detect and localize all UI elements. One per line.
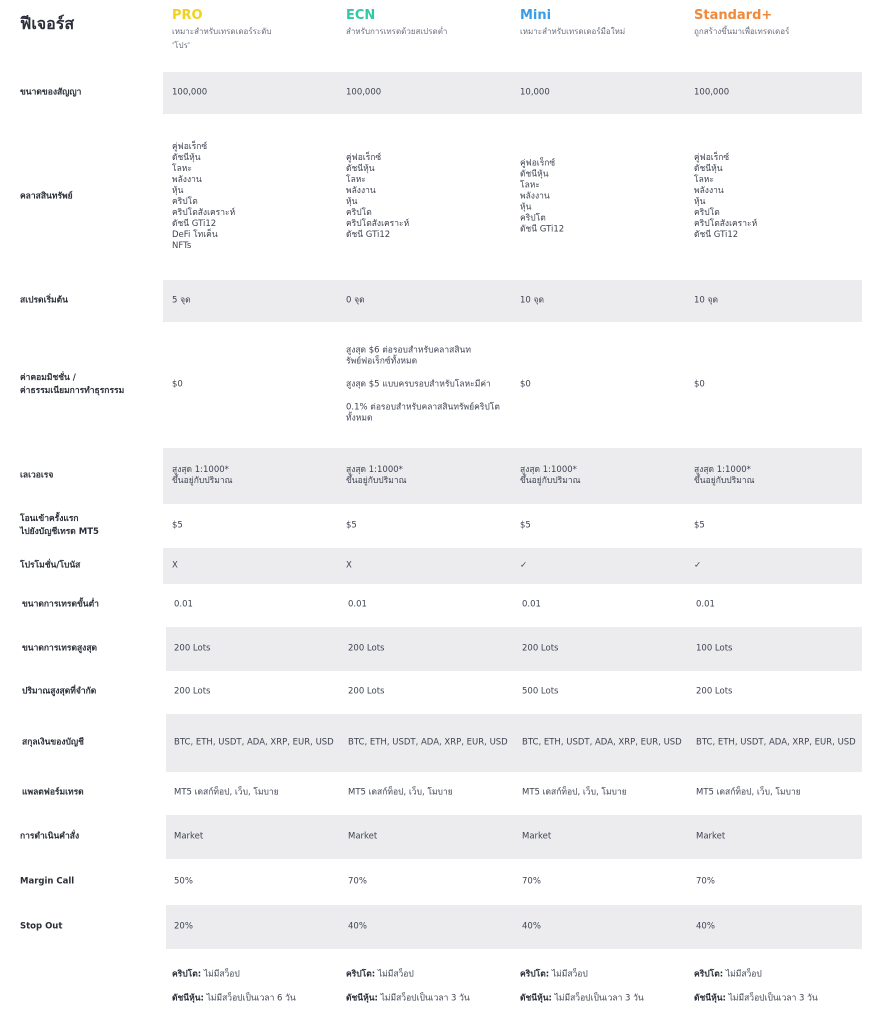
table-row (0, 448, 875, 504)
table-row (0, 772, 875, 814)
row-label-line: Stop Out (20, 921, 63, 932)
value-cell (696, 877, 858, 888)
row-label-line: Margin Call (20, 876, 75, 887)
cell-key: คริปโต: (694, 969, 724, 980)
value-cell (520, 88, 682, 99)
value-cell (172, 521, 334, 532)
value-cell (172, 380, 334, 391)
cell-line: ขึ้นอยู่กับปริมาณ (346, 476, 407, 486)
cell-line: ขึ้นอยู่กับปริมาณ (172, 476, 233, 486)
value-cell (522, 832, 684, 843)
cell-line: MT5 เดสก์ท็อป, เว็บ, โมบาย (174, 787, 279, 798)
account-description (346, 25, 516, 39)
cell-line: คริปโต: ไม่มีสว็อป (172, 969, 240, 980)
value-cell (172, 465, 334, 487)
cell-key: คริปโต: (172, 969, 202, 980)
cell-line: Market (696, 831, 726, 842)
cell-line: ดัชนีหุ้น (694, 164, 723, 174)
description-line: ถูกสร้างขึ้นมาเพื่อเทรดเดอร์ (694, 27, 790, 36)
cell-line: คู่ฟอเร็กซ์ (346, 153, 382, 163)
cell-line: MT5 เดสก์ท็อป, เว็บ, โมบาย (522, 787, 627, 798)
table-row (0, 714, 875, 772)
row-label (20, 921, 62, 934)
cell-line: คริปโต: ไม่มีสว็อป (520, 969, 588, 980)
table-row (0, 584, 875, 626)
table-row (0, 504, 875, 548)
cell-line: หุ้น (346, 197, 358, 207)
value-cell (348, 832, 510, 843)
value-cell (522, 788, 684, 799)
cell-key: คริปโต: (520, 969, 550, 980)
cell-line: 5 จุด (172, 295, 191, 306)
value-cell (348, 877, 510, 888)
value-cell (348, 600, 510, 611)
value-cell (520, 561, 682, 572)
cell-line: NFTs (172, 241, 192, 251)
row-label-line: ค่าคอมมิชชั่น / (20, 373, 76, 383)
table-row (0, 627, 875, 671)
cell-line: คริปโต (172, 197, 198, 207)
value-cell (522, 877, 684, 888)
row-label-line: สเปรดเริ่มต้น (20, 295, 68, 306)
value-cell (694, 970, 856, 1005)
value-cell (522, 922, 684, 933)
value-cell (346, 153, 508, 241)
account-header-mini (520, 8, 690, 39)
account-description (172, 25, 342, 53)
value-cell (522, 644, 684, 655)
value-cell (348, 738, 510, 749)
value-cell (520, 465, 682, 487)
cell-line: 0 จุด (346, 295, 365, 306)
value-cell (696, 922, 858, 933)
cell-line: 100,000 (172, 87, 208, 98)
cell-line: ดัชนีหุ้น (346, 164, 375, 174)
value-cell (346, 561, 508, 572)
cell-line: 100 Lots (696, 643, 733, 654)
description-line: สำหรับการเทรดด้วยสเปรดต่ำ (346, 27, 448, 36)
account-header-standard-plus (694, 8, 864, 39)
cell-key: ดัชนีหุ้น: (346, 993, 378, 1004)
cell-line: พลังงาน (346, 186, 376, 196)
cell-line: 70% (522, 876, 541, 887)
table-row (0, 671, 875, 713)
cell-line: พลังงาน (694, 186, 724, 196)
cell-line: $5 (694, 520, 705, 531)
cell-line: 70% (348, 876, 367, 887)
value-cell (694, 465, 856, 487)
cell-key: ดัชนีหุ้น: (694, 993, 726, 1004)
cell-line: ดัชนี GTi12 (346, 230, 391, 240)
cell-line: พลังงาน (172, 175, 202, 185)
cell-line: โลหะ (694, 175, 714, 185)
value-cell (520, 380, 682, 391)
account-name: PRO (172, 8, 203, 23)
cell-line: 50% (174, 876, 193, 887)
value-cell (174, 877, 336, 888)
row-label (22, 737, 84, 750)
account-name: Standard+ (694, 8, 773, 23)
value-cell (346, 465, 508, 487)
cell-key: ดัชนีหุ้น: (172, 993, 204, 1004)
cell-line: ดัชนีหุ้น: ไม่มีสว็อปเป็นเวลา 3 วัน (520, 993, 644, 1004)
row-label-line: ขนาดการเทรดขั้นต่ำ (22, 599, 99, 610)
cell-line: ✓ (520, 560, 528, 571)
cell-line: BTC, ETH, USDT, ADA, XRP, EUR, USD (522, 737, 682, 748)
row-label (20, 470, 53, 483)
cell-line: 200 Lots (174, 686, 211, 697)
value-cell (174, 687, 336, 698)
account-name: ECN (346, 8, 376, 23)
row-label-line: ค่าธรรมเนียมการทำธุรกรรม (20, 386, 125, 396)
account-description (520, 25, 690, 39)
cell-line: 200 Lots (522, 643, 559, 654)
table-row (0, 548, 875, 584)
table-row (0, 950, 875, 1024)
cell-line: ขึ้นอยู่กับปริมาณ (694, 476, 755, 486)
value-cell (174, 922, 336, 933)
value-cell (346, 88, 508, 99)
value-cell (696, 600, 858, 611)
cell-line: คริปโต: ไม่มีสว็อป (346, 969, 414, 980)
value-cell (172, 142, 334, 252)
cell-line: สูงสุด 1:1000* (694, 465, 751, 475)
row-label-line: แพลตฟอร์มเทรด (22, 787, 84, 798)
cell-line: คริปโต: ไม่มีสว็อป (694, 969, 762, 980)
cell-line: MT5 เดสก์ท็อป, เว็บ, โมบาย (348, 787, 453, 798)
cell-line: 0.01 (696, 599, 715, 610)
row-label (22, 686, 96, 699)
cell-line: สูงสุด $5 แบบครบรอบสำหรับโลหะมีค่า (346, 379, 491, 390)
table-row (0, 72, 875, 114)
row-label-line: ขนาดของสัญญา (20, 87, 82, 98)
cell-line: 0.01 (348, 599, 367, 610)
cell-key: คริปโต: (346, 969, 376, 980)
value-cell (174, 644, 336, 655)
cell-line: X (172, 560, 178, 571)
cell-line: 70% (696, 876, 715, 887)
cell-line: $0 (172, 379, 183, 390)
value-cell (346, 970, 508, 1005)
table-row (0, 322, 875, 448)
row-label (20, 295, 68, 308)
cell-line: 0.1% ต่อรอบสำหรับคลาสสินทรัพย์คริปโตทั้งหมด (346, 402, 500, 424)
description-line: เหมาะสำหรับเทรดเดอร์ระดับ (172, 27, 272, 36)
value-cell (694, 153, 856, 241)
cell-line: $5 (520, 520, 531, 531)
cell-line: 40% (348, 921, 367, 932)
table-row (0, 116, 875, 278)
account-name: Mini (520, 8, 552, 23)
cell-line: คู่ฟอเร็กซ์ (520, 158, 556, 169)
cell-line: หุ้น (172, 186, 184, 196)
row-label-line: การดำเนินคำสั่ง (20, 831, 80, 842)
cell-line: X (346, 560, 352, 571)
cell-line: ดัชนีหุ้น (172, 153, 201, 163)
cell-line: คริปโตสังเคราะห์ (346, 219, 410, 229)
cell-line: Market (348, 831, 378, 842)
cell-line: คริปโต (346, 208, 372, 218)
cell-line: Market (522, 831, 552, 842)
value-cell (348, 687, 510, 698)
cell-line: 200 Lots (696, 686, 733, 697)
value-cell (694, 561, 856, 572)
value-cell (346, 346, 508, 425)
row-label (20, 372, 124, 398)
value-cell (348, 922, 510, 933)
cell-line: โลหะ (520, 180, 540, 191)
cell-line: สูงสุด 1:1000* (346, 465, 403, 475)
cell-line: 10 จุด (694, 295, 719, 306)
table-row (0, 280, 875, 322)
cell-line: คริปโตสังเคราะห์ (172, 208, 236, 218)
cell-line: ดัชนีหุ้น: ไม่มีสว็อปเป็นเวลา 6 วัน (172, 993, 296, 1004)
cell-line: คริปโต (520, 213, 546, 224)
value-cell (696, 644, 858, 655)
cell-line: 10,000 (520, 87, 550, 98)
cell-line: สูงสุด $6 ต่อรอบสำหรับคลาสสินทรัพย์ฟอเร็กซ์ทั้งหมด (346, 345, 471, 367)
cell-line: ดัชนีหุ้น (520, 169, 549, 180)
table-row (0, 905, 875, 949)
table-row (0, 815, 875, 859)
row-label (20, 876, 74, 889)
cell-line: ดัชนี GTi12 (520, 224, 565, 235)
description-line: เหมาะสำหรับเทรดเดอร์มือใหม่ (520, 27, 626, 36)
value-cell (346, 296, 508, 307)
value-cell (174, 832, 336, 843)
cell-line: สูงสุด 1:1000* (172, 465, 229, 475)
cell-line: DeFi โทเค็น (172, 230, 218, 240)
cell-line: ดัชนีหุ้น: ไม่มีสว็อปเป็นเวลา 3 วัน (346, 993, 470, 1004)
value-cell (520, 296, 682, 307)
cell-line: BTC, ETH, USDT, ADA, XRP, EUR, USD (174, 737, 334, 748)
value-cell (174, 600, 336, 611)
value-cell (348, 644, 510, 655)
row-label-line: เลเวอเรจ (20, 470, 54, 481)
value-cell (696, 738, 858, 749)
value-cell (694, 88, 856, 99)
cell-line: ดัชนีหุ้น: ไม่มีสว็อปเป็นเวลา 3 วัน (694, 993, 818, 1004)
cell-line: $0 (520, 379, 531, 390)
row-label (20, 513, 99, 539)
cell-line: 100,000 (694, 87, 730, 98)
account-header-pro (172, 8, 342, 53)
value-cell (174, 738, 336, 749)
cell-line: ดัชนี GTi12 (172, 219, 217, 229)
cell-line: พลังงาน (520, 191, 550, 202)
value-cell (520, 521, 682, 532)
cell-line: 0.01 (522, 599, 541, 610)
cell-line: Market (174, 831, 204, 842)
value-cell (172, 88, 334, 99)
cell-line: หุ้น (520, 202, 532, 213)
row-label-line: ขนาดการเทรดสูงสุด (22, 643, 98, 654)
cell-line: 40% (522, 921, 541, 932)
row-label-line: ไปยังบัญชีเทรด MT5 (20, 527, 99, 537)
cell-line: 100,000 (346, 87, 382, 98)
value-cell (696, 687, 858, 698)
value-cell (522, 600, 684, 611)
cell-line: คริปโต (694, 208, 720, 218)
value-cell (346, 521, 508, 532)
row-label (20, 560, 80, 573)
table-row (0, 859, 875, 905)
value-cell (696, 788, 858, 799)
value-cell (172, 970, 334, 1005)
row-label (20, 191, 73, 204)
cell-line: 500 Lots (522, 686, 559, 697)
value-cell (522, 738, 684, 749)
cell-line: คู่ฟอเร็กซ์ (694, 153, 730, 163)
cell-line: 200 Lots (348, 643, 385, 654)
row-label (22, 599, 99, 612)
cell-line: $5 (172, 520, 183, 531)
row-label-line: โอนเข้าครั้งแรก (20, 514, 79, 524)
value-cell (520, 159, 682, 236)
cell-line: โลหะ (172, 164, 192, 174)
cell-line: 40% (696, 921, 715, 932)
cell-line: ขึ้นอยู่กับปริมาณ (520, 476, 581, 486)
row-label-line: โปรโมชั่น/โบนัส (20, 560, 81, 571)
cell-line: สูงสุด 1:1000* (520, 465, 577, 475)
value-cell (694, 380, 856, 391)
cell-line: $0 (694, 379, 705, 390)
page-title: ฟีเจอร์ส (20, 14, 75, 33)
row-label (20, 831, 79, 844)
row-label-line: ปริมาณสูงสุดที่จำกัด (22, 686, 97, 697)
row-label-line: คลาสสินทรัพย์ (20, 191, 73, 202)
cell-line: โลหะ (346, 175, 366, 185)
cell-line: BTC, ETH, USDT, ADA, XRP, EUR, USD (348, 737, 508, 748)
cell-line: คู่ฟอเร็กซ์ (172, 142, 208, 152)
account-header-ecn (346, 8, 516, 39)
cell-line: หุ้น (694, 197, 706, 207)
cell-line: ดัชนี GTi12 (694, 230, 739, 240)
value-cell (522, 687, 684, 698)
cell-line: MT5 เดสก์ท็อป, เว็บ, โมบาย (696, 787, 801, 798)
row-label (20, 87, 81, 100)
cell-line: 0.01 (174, 599, 193, 610)
description-line: 'โปร' (172, 41, 191, 50)
cell-line: BTC, ETH, USDT, ADA, XRP, EUR, USD (696, 737, 856, 748)
value-cell (174, 788, 336, 799)
row-label (22, 787, 84, 800)
cell-line: 200 Lots (348, 686, 385, 697)
cell-line: $5 (346, 520, 357, 531)
value-cell (348, 788, 510, 799)
cell-line: 10 จุด (520, 295, 545, 306)
value-cell (694, 521, 856, 532)
cell-line: ✓ (694, 560, 702, 571)
cell-line: คริปโตสังเคราะห์ (694, 219, 758, 229)
value-cell (694, 296, 856, 307)
cell-key: ดัชนีหุ้น: (520, 993, 552, 1004)
value-cell (520, 970, 682, 1005)
cell-line: 200 Lots (174, 643, 211, 654)
value-cell (172, 561, 334, 572)
value-cell (696, 832, 858, 843)
value-cell (172, 296, 334, 307)
row-label (22, 643, 97, 656)
account-description (694, 25, 864, 39)
row-label-line: สกุลเงินของบัญชี (22, 737, 84, 748)
cell-line: 20% (174, 921, 193, 932)
